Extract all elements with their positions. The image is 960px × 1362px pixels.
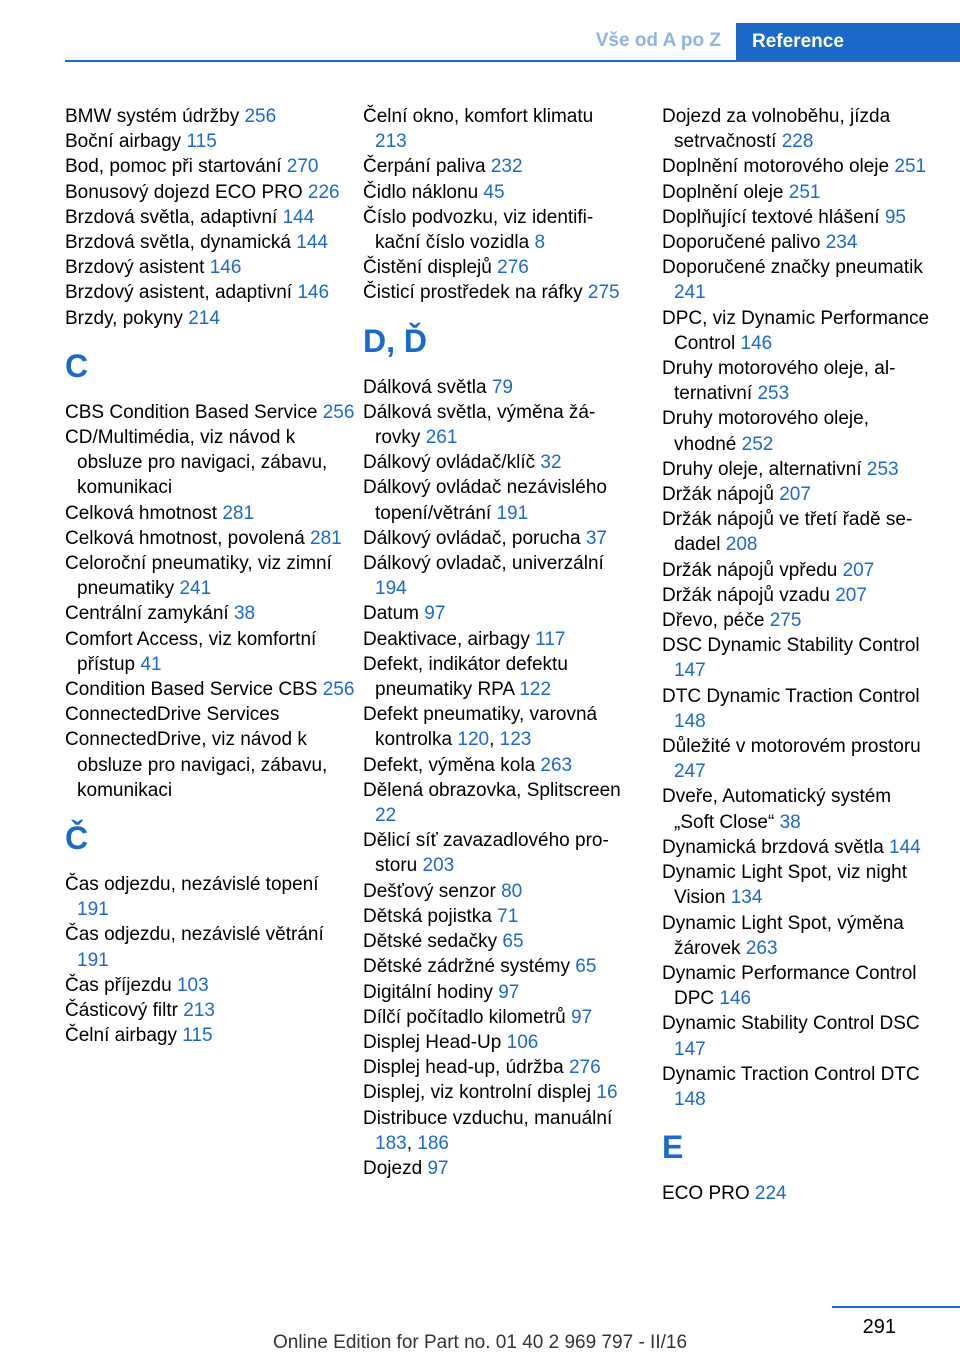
page-link[interactable]: 207: [779, 484, 811, 506]
index-entry: [662, 911, 932, 961]
entry-term: Držák nápojů vzadu: [662, 584, 830, 606]
index-entry: [65, 702, 355, 727]
index-entry: [65, 104, 355, 129]
index-entry: [363, 526, 628, 551]
page-link[interactable]: 247: [674, 761, 706, 783]
reference-tab[interactable]: Reference: [736, 23, 960, 62]
page-link[interactable]: 208: [725, 534, 758, 556]
index-entry: [65, 526, 355, 551]
entry-term: Čas odjezdu, nezávislé topení: [65, 874, 319, 896]
entry-term: Brzdová světla, adaptivní: [65, 206, 278, 228]
index-entry: [662, 633, 932, 683]
index-entry: [662, 558, 932, 583]
page-link[interactable]: 117: [535, 628, 566, 650]
index-entry: [662, 1181, 932, 1206]
index-entry: Distribuce vzduchu, manuální 183, 186: [363, 1107, 613, 1154]
page-link[interactable]: 186: [417, 1132, 449, 1154]
entry-term: Defekt, výměna kola: [363, 754, 536, 776]
entry-term: Dělená obrazovka, Splitscreen: [363, 779, 621, 801]
page-link[interactable]: 224: [754, 1183, 787, 1205]
index-entry: [363, 1055, 628, 1080]
index-entry: [662, 306, 932, 356]
entry-term: Dojezd za volnoběhu, jízda setrvačností: [662, 106, 891, 153]
footer-rule: [832, 1306, 960, 1308]
index-entry: [662, 1062, 932, 1112]
page-link[interactable]: 65: [575, 956, 597, 978]
entry-term: Celková hmotnost: [65, 502, 218, 524]
page-link[interactable]: 203: [422, 855, 455, 877]
page-link[interactable]: 144: [889, 836, 921, 858]
page-link[interactable]: 144: [282, 206, 315, 228]
page-number: 291: [862, 1316, 896, 1338]
index-entry: [65, 255, 355, 280]
entry-term: Dynamic Traction Control DTC: [662, 1063, 920, 1085]
page-link[interactable]: 214: [188, 307, 220, 329]
index-entry: [65, 400, 355, 425]
page-link[interactable]: 95: [884, 206, 906, 228]
index-entry: [363, 601, 628, 626]
page-link[interactable]: 256: [244, 106, 277, 127]
entry-term: CD/Multimédia, viz návod k obsluze pro navigaci, zábavu, komunikaci: [65, 427, 328, 499]
index-entry: [662, 507, 932, 557]
entry-term: Comfort Access, viz komfortní přístup: [65, 628, 317, 675]
entry-term: Držák nápojů: [662, 484, 774, 506]
entry-term: Čidlo náklonu: [363, 181, 479, 203]
index-entry: [363, 828, 628, 878]
page-link[interactable]: 191: [496, 502, 529, 524]
index-entry: [363, 879, 628, 904]
entry-term: Dveře, Automatický systém „Soft Close“: [662, 786, 892, 833]
entry-term: Doplňující textové hlášení: [662, 206, 880, 228]
entry-term: Doporučené palivo: [662, 232, 821, 254]
entry-term: Dětské zádržné systémy: [363, 956, 570, 978]
index-entry: [65, 601, 355, 626]
entry-term: Digitální hodiny: [363, 981, 493, 1003]
page-link[interactable]: 80: [501, 880, 523, 902]
index-entry: [65, 180, 355, 205]
entry-term: Dálkový ovládač/klíč: [363, 452, 536, 474]
index-entry: [65, 727, 355, 803]
page-link[interactable]: 226: [307, 181, 340, 203]
page-link[interactable]: 103: [176, 974, 209, 996]
index-entry: [662, 255, 932, 305]
page-link[interactable]: 79: [491, 376, 513, 398]
index-entry: [363, 280, 628, 305]
index-entry: [662, 356, 932, 406]
entry-term: Čelní okno, komfort klimatu: [363, 106, 594, 127]
entry-term: Dálkový ovládač nezávislého topení/větrání: [363, 477, 607, 524]
entry-term: Defekt, indikátor defektu pneumatiky RPA: [363, 653, 568, 701]
index-entry: [662, 835, 932, 860]
entry-term: Datum: [363, 603, 419, 625]
entry-term: Čisticí prostředek na ráfky: [363, 282, 583, 304]
entry-term: DTC Dynamic Traction Control: [662, 685, 920, 707]
index-entry: [363, 954, 628, 979]
index-entry: [662, 482, 932, 507]
entry-term: Čas příjezdu: [65, 974, 172, 996]
page-link[interactable]: 146: [719, 988, 752, 1010]
index-entry: [662, 583, 932, 608]
entry-term: Dílčí počítadlo kilometrů: [363, 1006, 566, 1028]
entry-term: ConnectedDrive, viz návod k obsluze pro navigaci, zábavu, komunikaci: [65, 729, 328, 801]
header-rule: [65, 60, 960, 62]
page-link[interactable]: 191: [77, 899, 109, 921]
page-link[interactable]: 232: [490, 156, 523, 178]
index-entry: [662, 406, 932, 456]
index-entry: [363, 1005, 628, 1030]
index-entry: [65, 501, 355, 526]
entry-term: DPC, viz Dynamic Performance Control: [662, 307, 930, 354]
page-link[interactable]: 148: [674, 710, 706, 732]
index-entry: [65, 677, 355, 702]
page-link[interactable]: 228: [781, 131, 814, 153]
page-link[interactable]: 146: [297, 282, 330, 304]
page-link[interactable]: 41: [140, 653, 162, 675]
entry-term: Dojezd: [363, 1157, 423, 1179]
entry-term: Brzdová světla, dynamická: [65, 232, 291, 254]
page-link[interactable]: 65: [502, 931, 524, 953]
index-entry: [65, 973, 355, 998]
page-header: [0, 0, 960, 62]
entry-term: DSC Dynamic Stability Control: [662, 635, 920, 657]
page-link[interactable]: 71: [497, 905, 519, 927]
index-entry: [65, 306, 355, 331]
page-link[interactable]: 134: [730, 887, 763, 909]
entry-term: Dynamická brzdová světla: [662, 836, 884, 858]
page-link[interactable]: 213: [183, 1000, 215, 1022]
page-link[interactable]: 97: [498, 981, 520, 1003]
page-link[interactable]: 213: [375, 131, 407, 153]
page-link[interactable]: 37: [585, 527, 607, 549]
entry-term: Displej, viz kontrolní displej: [363, 1082, 592, 1104]
page-link[interactable]: 207: [842, 559, 875, 581]
index-entry: [65, 998, 355, 1023]
index-entry: [662, 1011, 932, 1061]
entry-term: Důležité v motorovém prostoru: [662, 736, 921, 758]
index-entry: [65, 280, 355, 305]
index-entry: [65, 627, 355, 677]
index-entry: [363, 929, 628, 954]
entry-term: Defekt pneumatiky, varovná kontrolka: [363, 704, 598, 751]
index-entry: [662, 230, 932, 255]
entry-term: Držák nápojů vpředu: [662, 559, 838, 581]
index-entry: [363, 1080, 628, 1105]
index-entry: [363, 400, 628, 450]
page-link[interactable]: 263: [745, 937, 778, 959]
page-link[interactable]: 276: [497, 257, 529, 279]
page-link[interactable]: 97: [427, 1157, 449, 1179]
entry-term: Brzdový asistent, adaptivní: [65, 282, 293, 304]
page-link[interactable]: 256: [322, 401, 355, 423]
index-entry: [65, 230, 355, 255]
entry-term: Druhy oleje, alternativní: [662, 458, 862, 480]
page-link[interactable]: 253: [866, 458, 899, 480]
entry-term: Dálková světla, výměna žárovky: [363, 401, 596, 449]
index-entry: [662, 608, 932, 633]
page-link[interactable]: 281: [310, 527, 342, 549]
page-link[interactable]: 45: [483, 181, 505, 203]
entry-term: Bonusový dojezd ECO PRO: [65, 181, 303, 203]
entry-term: Dynamic Stability Control DSC: [662, 1013, 920, 1035]
index-entry: [363, 904, 628, 929]
page-link[interactable]: 8: [534, 232, 546, 254]
entry-term: Celková hmotnost, povolená: [65, 527, 305, 549]
index-entry: [662, 180, 932, 205]
index-entry: [363, 154, 628, 179]
index-entry: [662, 734, 932, 784]
index-entry: [363, 1156, 628, 1181]
page-link[interactable]: 16: [596, 1082, 618, 1104]
index-entry: [662, 961, 932, 1011]
entry-term: Držák nápojů ve třetí řadě sedadel: [662, 509, 913, 556]
page-link[interactable]: 275: [769, 610, 802, 632]
page-link[interactable]: 275: [587, 282, 620, 304]
index-entry: [363, 180, 628, 205]
entry-term: Brzdy, pokyny: [65, 307, 183, 329]
entry-term: Distribuce vzduchu, manuální: [363, 1107, 613, 1129]
section-title: Vše od A po Z: [595, 30, 721, 51]
entry-term: Dynamic Light Spot, výměna žárovek: [662, 912, 904, 959]
page-link[interactable]: 241: [179, 578, 212, 600]
entry-term: Dálkový ovladač, univerzální: [363, 553, 604, 575]
index-letter-heading: D, Ď: [363, 322, 427, 359]
page-link[interactable]: 147: [674, 1038, 706, 1060]
page-link[interactable]: 251: [788, 181, 821, 203]
index-entry: [363, 627, 628, 652]
page-link[interactable]: 256: [322, 679, 355, 701]
entry-term: Dřevo, péče: [662, 610, 765, 632]
page-link[interactable]: 32: [540, 452, 562, 474]
entry-term: Displej head-up, údržba: [363, 1057, 564, 1079]
index-entry: [662, 457, 932, 482]
entry-term: Condition Based Service CBS: [65, 679, 318, 701]
page-link[interactable]: 146: [209, 257, 242, 279]
index-entry: [65, 129, 355, 154]
page-link[interactable]: 22: [375, 805, 397, 827]
entry-term: Displej Head-Up: [363, 1031, 502, 1053]
page-link[interactable]: 146: [740, 332, 773, 354]
index-letter-heading: Č: [65, 820, 89, 857]
entry-term: Doplnění oleje: [662, 181, 784, 203]
edition-note: Online Edition for Part no. 01 40 2 969 797 - II/16: [272, 1332, 688, 1353]
entry-term: Dětská pojistka: [363, 905, 492, 927]
index-entry: [65, 425, 355, 501]
index-entry: [363, 551, 628, 601]
page-link[interactable]: 251: [894, 156, 927, 178]
index-column-3: [662, 104, 932, 1206]
page-link[interactable]: 106: [506, 1031, 539, 1053]
index-column-1: [65, 104, 355, 1049]
page-link[interactable]: 97: [571, 1006, 593, 1028]
page-link[interactable]: 148: [674, 1088, 706, 1110]
entry-term: Dešťový senzor: [363, 880, 496, 902]
entry-term: Dynamic Light Spot, viz night Vision: [662, 862, 908, 909]
entry-term: Čistění displejů: [363, 257, 492, 279]
page-link[interactable]: 97: [424, 603, 446, 625]
index-entry: [363, 255, 628, 280]
entry-term: Boční airbagy: [65, 131, 182, 153]
entry-term: Doporučené značky pneumatik: [662, 257, 923, 279]
index-entry: [363, 475, 628, 525]
index-entry: [65, 1023, 355, 1048]
page-link[interactable]: 270: [286, 156, 319, 178]
entry-term: Brzdový asistent: [65, 257, 205, 279]
page-link[interactable]: 276: [568, 1057, 601, 1079]
entry-term: ConnectedDrive Services: [65, 704, 280, 726]
index-entry: [363, 375, 628, 400]
index-entry: [662, 154, 932, 179]
index-entry: Defekt pneumatiky, varovná kontrolka 120, 123: [363, 704, 598, 751]
index-entry: [363, 450, 628, 475]
index-entry: [662, 784, 932, 834]
page-link[interactable]: 194: [375, 578, 407, 600]
entry-term: Centrální zamykání: [65, 603, 229, 625]
entry-term: Čelní airbagy: [65, 1025, 177, 1047]
page-link[interactable]: 147: [674, 660, 706, 682]
page-link[interactable]: 115: [186, 131, 217, 153]
entry-term: Čas odjezdu, nezávislé větrání: [65, 924, 324, 946]
page-link[interactable]: 123: [499, 729, 532, 751]
page-link[interactable]: 281: [222, 502, 255, 524]
index-entry: [363, 652, 628, 702]
entry-term: Dětské sedačky: [363, 931, 498, 953]
entry-term: Dálkový ovládač, porucha: [363, 527, 581, 549]
index-letter-heading: C: [65, 347, 89, 384]
entry-term: Bod, pomoc při startování: [65, 156, 282, 178]
index-entry: [363, 980, 628, 1005]
index-letter-heading: E: [662, 1129, 684, 1166]
index-entry: [363, 205, 628, 255]
entry-term: Částicový filtr: [65, 1000, 178, 1022]
entry-term: Dělicí síť zavazadlového prostoru: [363, 830, 609, 877]
index-entry: [363, 753, 628, 778]
entry-term: ECO PRO: [662, 1183, 750, 1205]
entry-term: Deaktivace, airbagy: [363, 628, 530, 650]
page-link[interactable]: 261: [425, 427, 458, 449]
index-entry: [662, 684, 932, 734]
page-link[interactable]: 207: [835, 584, 867, 606]
entry-term: Číslo podvozku, viz identifikační číslo vozidla: [363, 206, 594, 254]
entry-term: Celoroční pneumatiky, viz zimní pneumatiky: [65, 553, 332, 600]
entry-term: Čerpání paliva: [363, 156, 486, 178]
index-column-2: [363, 104, 628, 1181]
page-link[interactable]: 252: [741, 433, 774, 455]
page-link[interactable]: 263: [540, 754, 573, 776]
entry-term: CBS Condition Based Service: [65, 401, 318, 423]
page-link[interactable]: 144: [296, 232, 328, 254]
entry-term: Dálková světla: [363, 376, 487, 398]
page-link[interactable]: 120: [457, 729, 490, 751]
index-entry: [363, 104, 628, 154]
index-entry: [65, 872, 355, 922]
index-entry: [662, 205, 932, 230]
entry-term: Druhy motorového oleje, vhodné: [662, 408, 869, 455]
entry-term: BMW systém údržby: [65, 106, 240, 127]
entry-term: Dynamic Performance Control DPC: [662, 962, 917, 1010]
page-link[interactable]: 122: [519, 679, 552, 701]
index-entry: [363, 1030, 628, 1055]
index-entry: [65, 154, 355, 179]
page-link[interactable]: 38: [233, 603, 256, 625]
page-link[interactable]: 191: [77, 949, 109, 971]
page-link[interactable]: 183: [375, 1132, 407, 1154]
page-link[interactable]: 253: [757, 383, 790, 405]
page-link[interactable]: 234: [825, 232, 858, 254]
page-link[interactable]: 241: [674, 282, 706, 304]
index-entry: [65, 922, 355, 972]
index-entry: [662, 104, 932, 154]
index-entry: [65, 205, 355, 230]
index-entry: [662, 860, 932, 910]
index-entry: [363, 778, 628, 828]
index-entry: [65, 551, 355, 601]
page-link[interactable]: 115: [182, 1025, 213, 1047]
entry-term: Doplnění motorového oleje: [662, 156, 890, 178]
page-link[interactable]: 38: [779, 811, 801, 833]
entry-term: Druhy motorového oleje, alternativní: [662, 358, 896, 405]
